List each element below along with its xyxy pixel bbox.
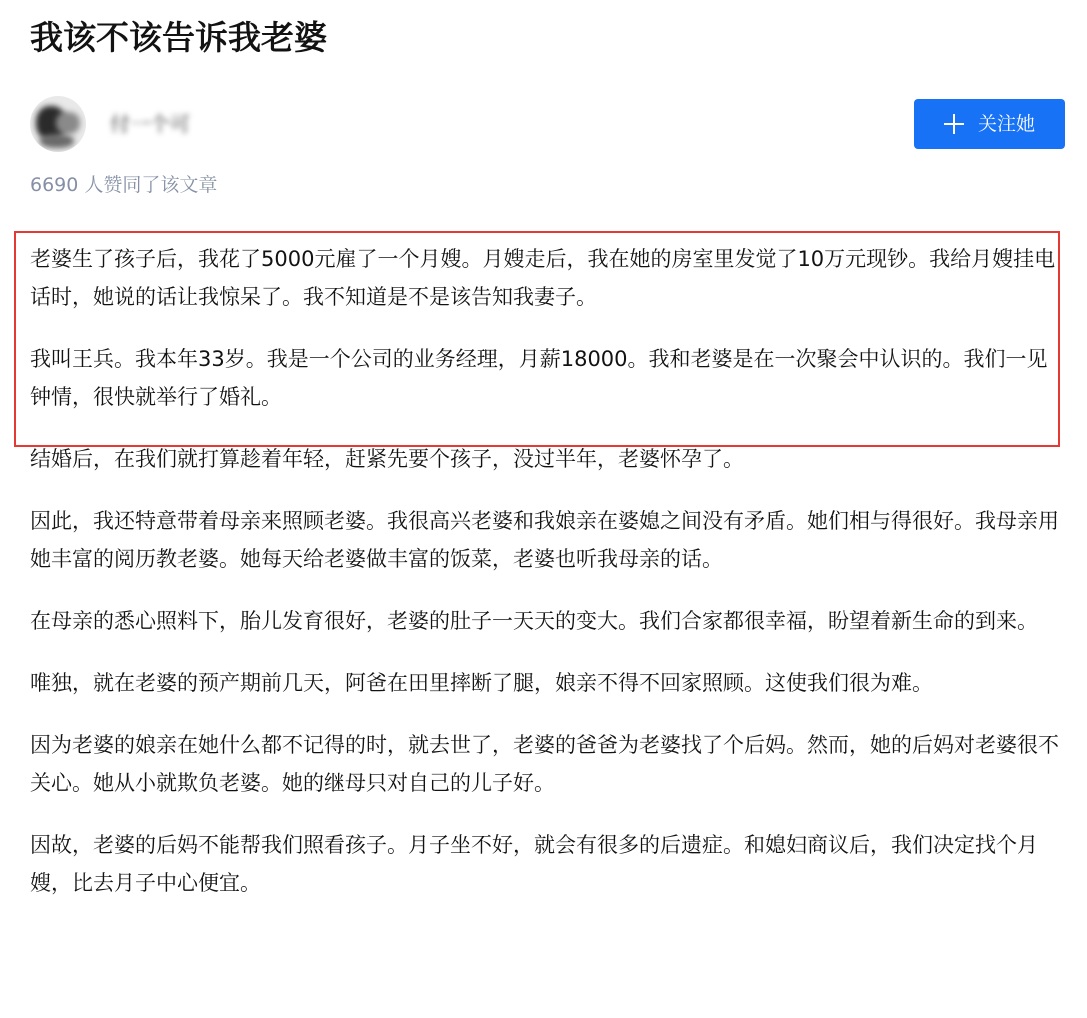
follow-button-label: 关注她 — [977, 113, 1035, 135]
article-body — [30, 240, 1065, 926]
paragraph: 唯独，就在老婆的预产期前几天，阿爸在田里摔断了腿，娘亲不得不回家照顾。这使我们很为难。 — [30, 671, 933, 695]
plus-icon — [944, 114, 964, 134]
paragraph: 老婆生了孩子后，我花了5000元雇了一个月嫂。月嫂走后，我在她的房室里发觉了10万元现钞。我给月嫂挂电话时，她说的话让我惊呆了。我不知道是不是该告知我妻子。 — [30, 247, 1056, 309]
paragraph: 因为老婆的娘亲在她什么都不记得的时，就去世了，老婆的爸爸为老婆找了个后妈。然而，她的后妈对老婆很不关心。她从小就欺负老婆。她的继母只对自己的儿子好。 — [30, 733, 1059, 795]
author-name-text[interactable]: 付一个可 — [110, 112, 190, 136]
article-title: 我该不该告诉我老婆 — [30, 18, 327, 57]
paragraph: 结婚后，在我们就打算趁着年轻，赶紧先要个孩子，没过半年，老婆怀孕了。 — [30, 447, 744, 471]
follow-button[interactable] — [914, 99, 1065, 149]
avatar[interactable] — [30, 96, 86, 152]
paragraph: 我叫王兵。我本年33岁。我是一个公司的业务经理，月薪18000。我和老婆是在一次聚会中认识的。我们一见钟情，很快就举行了婚礼。 — [30, 347, 1048, 409]
author-row — [30, 96, 1065, 156]
author-name[interactable] — [110, 112, 230, 136]
likes-count: 6690 人赞同了该文章 — [30, 174, 218, 196]
paragraph: 在母亲的悉心照料下，胎儿发育很好，老婆的肚子一天天的变大。我们合家都很幸福，盼望着新生命的到来。 — [30, 609, 1038, 633]
paragraph: 因故，老婆的后妈不能帮我们照看孩子。月子坐不好，就会有很多的后遗症。和媳妇商议后，我们决定找个月嫂，比去月子中心便宜。 — [30, 833, 1038, 895]
paragraph: 因此，我还特意带着母亲来照顾老婆。我很高兴老婆和我娘亲在婆媳之间没有矛盾。她们相与得很好。我母亲用她丰富的阅历教老婆。她每天给老婆做丰富的饭菜，老婆也听我母亲的话。 — [30, 509, 1059, 571]
